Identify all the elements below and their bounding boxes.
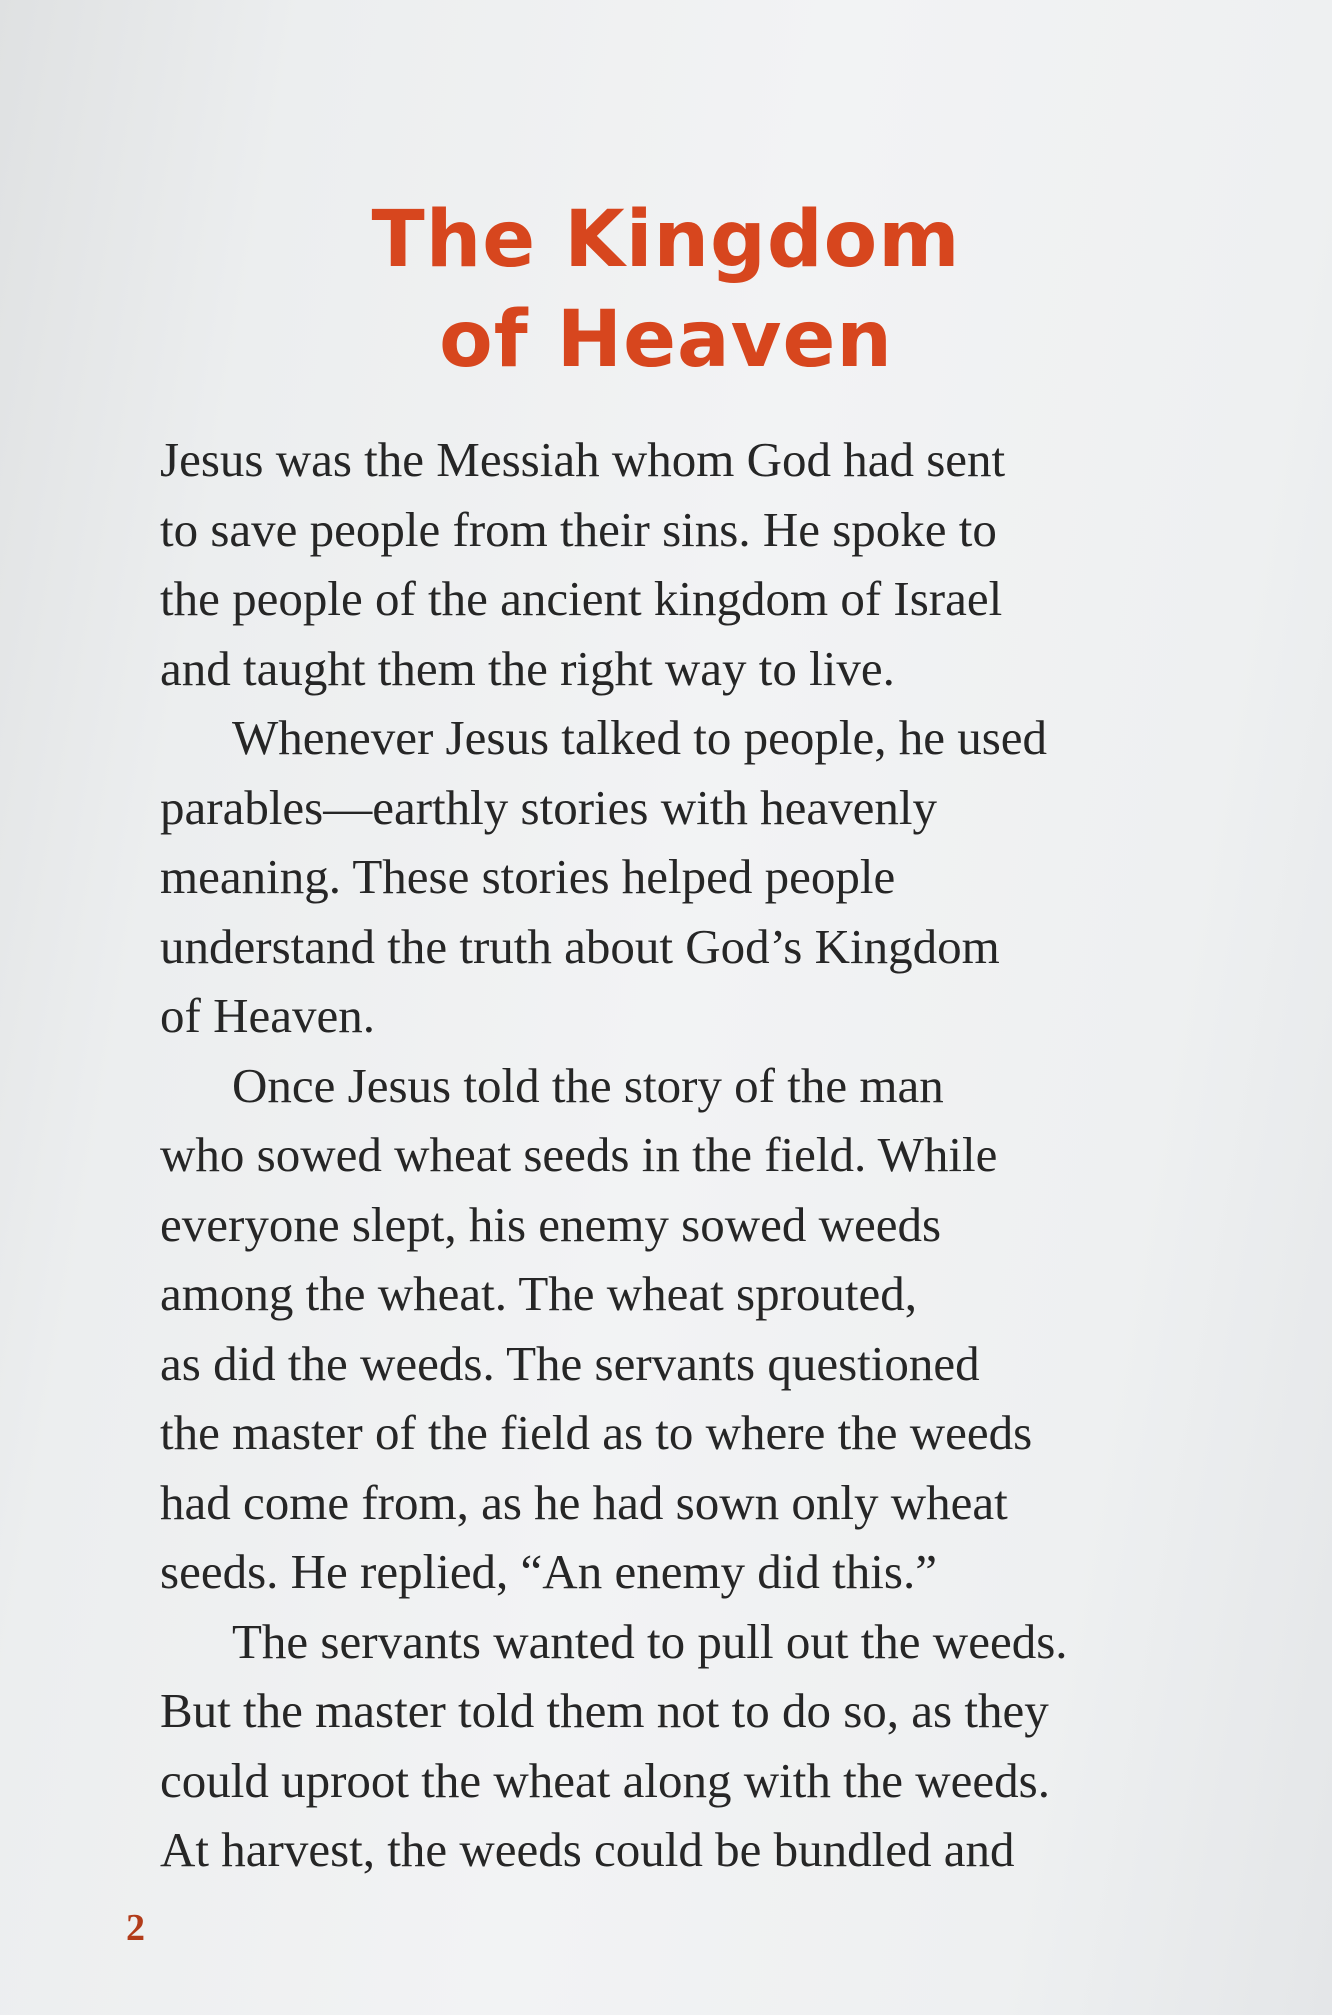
- title-line-1: The Kingdom: [371, 195, 961, 285]
- body-text: [160, 425, 1222, 1885]
- text-line: meaning. These stories helped people: [160, 849, 896, 904]
- text-line: of Heaven.: [160, 988, 375, 1043]
- text-line: had come from, as he had sown only wheat: [160, 1474, 1008, 1530]
- text-line: Whenever Jesus talked to people, he used: [232, 710, 1048, 765]
- text-line: Jesus was the Messiah whom God had sent: [160, 432, 1006, 487]
- text-line: seeds. He replied, “An enemy did this.”: [160, 1544, 937, 1599]
- text-line: and taught them the right way to live.: [160, 640, 895, 696]
- text-line: to save people from their sins. He spoke to: [160, 501, 997, 557]
- text-line: as did the weeds. The servants questioned: [160, 1335, 980, 1391]
- text-line: who sowed wheat seeds in the field. While: [160, 1127, 998, 1182]
- text-line: the master of the field as to where the weeds: [160, 1405, 1033, 1460]
- text-line: could uproot the wheat along with the weeds.: [160, 1752, 1050, 1808]
- text-line: everyone slept, his enemy sowed weeds: [160, 1196, 942, 1252]
- text-line: At harvest, the weeds could be bundled and: [160, 1822, 1015, 1877]
- text-line: among the wheat. The wheat sprouted,: [160, 1266, 918, 1321]
- text-line: The servants wanted to pull out the weeds.: [232, 1613, 1068, 1669]
- text-line: understand the truth about God’s Kingdom: [160, 918, 1000, 974]
- text-line: But the master told them not to do so, as they: [160, 1683, 1049, 1738]
- title-line-2: of Heaven: [439, 295, 893, 385]
- text-line: Once Jesus told the story of the man: [232, 1057, 944, 1113]
- text-line: parables—earthly stories with heavenly: [160, 779, 937, 835]
- text-line: the people of the ancient kingdom of Israel: [160, 571, 1003, 626]
- page-title: [0, 190, 1332, 390]
- page-number: 2: [126, 1907, 145, 1949]
